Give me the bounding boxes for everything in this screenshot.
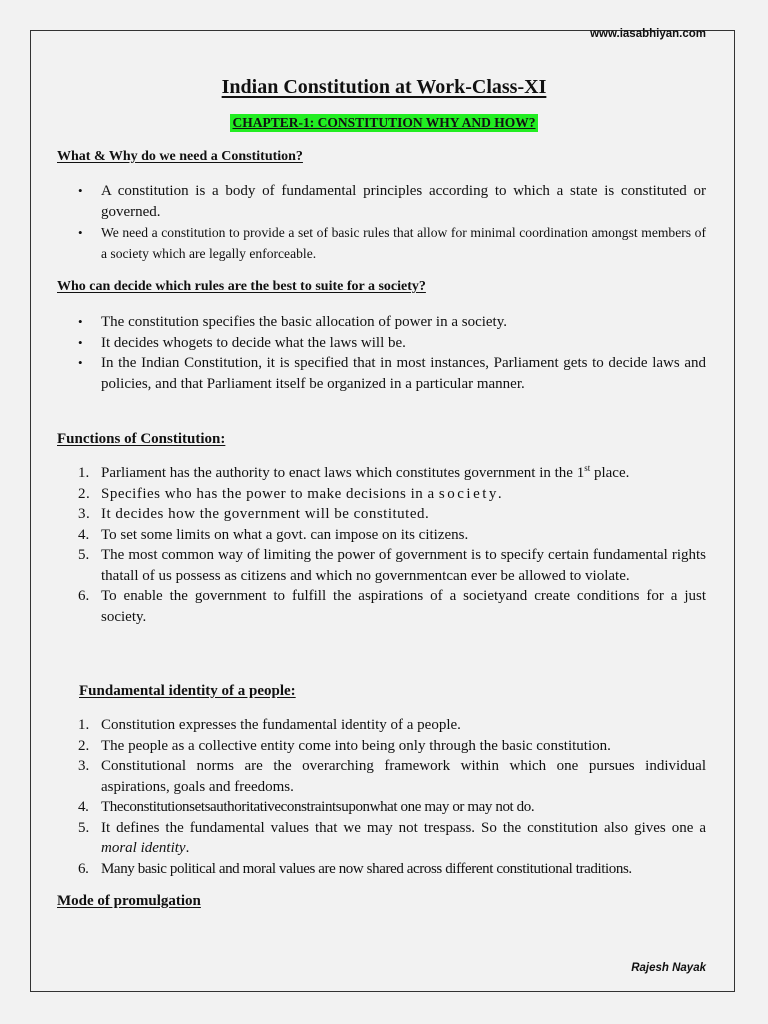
list-item-text: Parliament has the authority to enact laws which constitutes government in the 1 bbox=[101, 465, 585, 481]
list-item bbox=[78, 463, 706, 484]
list-item bbox=[78, 484, 706, 505]
list-item bbox=[78, 818, 706, 859]
list-number: 4. bbox=[78, 526, 90, 543]
bullet-icon: • bbox=[78, 334, 83, 350]
list-number: 3. bbox=[78, 506, 91, 522]
list-item-text: Theconstitutionsetsauthoritativeconstraintsuponwhat one may or may not do. bbox=[101, 799, 535, 815]
document-title: Indian Constitution at Work-Class-XI bbox=[221, 76, 547, 98]
list-item-text-tail: . bbox=[185, 840, 190, 856]
list-item-spaced-word: society. bbox=[438, 485, 505, 502]
list-item bbox=[78, 756, 706, 797]
chapter-heading: CHAPTER-1: CONSTITUTION WHY AND HOW? bbox=[232, 115, 536, 130]
chapter-heading-wrap bbox=[0, 114, 768, 132]
bullet-icon: • bbox=[78, 225, 83, 240]
bullet-icon: • bbox=[78, 314, 83, 329]
list-item-text: To set some limits on what a govt. can impose on its citizens. bbox=[101, 526, 469, 543]
section-heading-who-decides: Who can decide which rules are the best to suite for a society? bbox=[57, 279, 426, 294]
bullet-icon: • bbox=[78, 355, 83, 370]
list-number: 2. bbox=[78, 485, 91, 502]
list-item bbox=[78, 504, 706, 525]
list-item-text: Specifies who has the power to make decisions in a bbox=[101, 485, 435, 502]
list-item-text: The people as a collective entity come into being only through the basic constitution. bbox=[101, 737, 611, 754]
section-heading-what-why: What & Why do we need a Constitution? bbox=[57, 149, 303, 164]
numbered-list-identity bbox=[78, 715, 706, 879]
list-item bbox=[78, 545, 706, 586]
list-item-text-tail: place. bbox=[590, 465, 630, 481]
list-number: 6. bbox=[78, 588, 90, 604]
list-item bbox=[78, 736, 706, 757]
bullet-list-who-decides bbox=[78, 312, 706, 394]
list-item-text: Many basic political and moral values are now shared across different constitutional traditions. bbox=[101, 860, 632, 877]
list-item bbox=[78, 353, 706, 394]
list-number: 2. bbox=[78, 737, 90, 754]
list-item bbox=[78, 715, 706, 736]
list-item bbox=[78, 223, 706, 264]
list-number: 4. bbox=[78, 799, 89, 815]
list-item-text: We need a constitution to provide a set of basic rules that allow for minimal coordination amongst members of a society which are legally enforceable. bbox=[101, 225, 706, 261]
list-item-text: It defines the fundamental values that we may not trespass. So the constitution also gives one a bbox=[101, 819, 706, 836]
list-number: 1. bbox=[78, 465, 90, 481]
list-item bbox=[78, 181, 706, 222]
list-item-text: The most common way of limiting the power of government is to specify certain fundamental rights thatall of us possess as citizens and which no governmentcan ever be allowed to violate. bbox=[101, 547, 706, 584]
list-number: 5. bbox=[78, 547, 90, 563]
list-item-text: A constitution is a body of fundamental principles according to which a state is constituted or governed. bbox=[101, 183, 706, 220]
superscript: st bbox=[584, 463, 591, 473]
list-item bbox=[78, 333, 706, 354]
website-url[interactable]: www.iasabhiyan.com bbox=[590, 28, 706, 40]
list-item bbox=[78, 312, 706, 333]
list-item-text: In the Indian Constitution, it is specified that in most instances, Parliament gets to decide laws and policies, and that Parliament itself be organized in a particular manner. bbox=[101, 355, 706, 392]
section-heading-mode-of-promulgation: Mode of promulgation bbox=[57, 893, 201, 909]
list-number: 3. bbox=[78, 758, 90, 774]
list-item-text: It decides how the government will be constituted. bbox=[101, 506, 430, 522]
list-item bbox=[78, 797, 706, 818]
list-item-text: To enable the government to fulfill the aspirations of a societyand create conditions for a just society. bbox=[101, 588, 706, 625]
list-number: 5. bbox=[78, 819, 90, 836]
list-item bbox=[78, 525, 706, 546]
list-item-text: Constitution expresses the fundamental identity of a people. bbox=[101, 717, 461, 733]
list-item-text: The constitution specifies the basic allocation of power in a society. bbox=[101, 314, 507, 330]
list-item bbox=[78, 586, 706, 627]
list-number: 1. bbox=[78, 717, 90, 733]
list-number: 6. bbox=[78, 860, 89, 877]
numbered-list-functions bbox=[78, 463, 706, 627]
section-heading-fundamental-identity: Fundamental identity of a people: bbox=[79, 683, 296, 699]
author-name: Rajesh Nayak bbox=[631, 962, 706, 974]
section-heading-functions: Functions of Constitution: bbox=[57, 431, 226, 447]
emphasis-text: moral identity bbox=[101, 840, 186, 856]
bullet-list-what-why bbox=[78, 181, 706, 264]
list-item-text: Constitutional norms are the overarching framework within which one pursues individual aspirations, goals and freedoms. bbox=[101, 758, 706, 795]
list-item bbox=[78, 859, 706, 880]
list-item-text: It decides whogets to decide what the laws will be. bbox=[101, 334, 406, 351]
bullet-icon: • bbox=[78, 183, 83, 198]
